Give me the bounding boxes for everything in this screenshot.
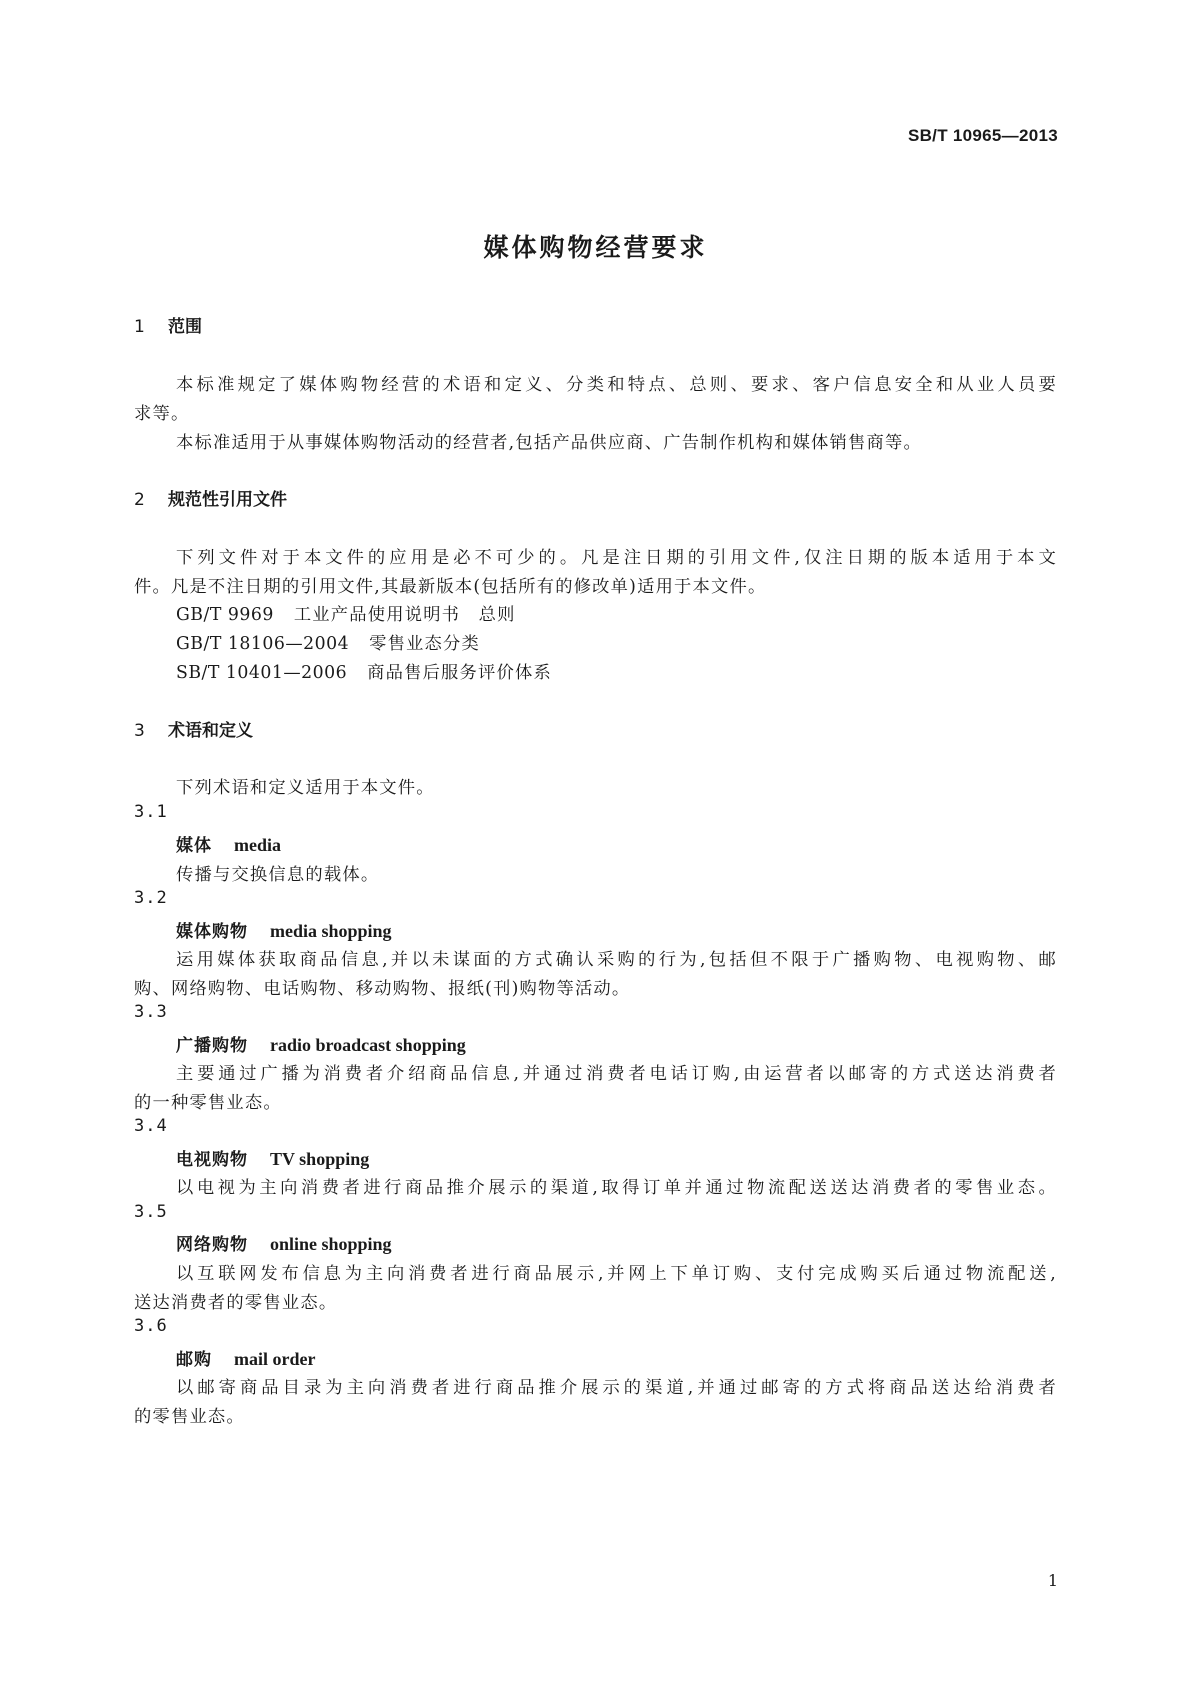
section-3-intro: 下列术语和定义适用于本文件。 <box>176 778 435 798</box>
term-heading <box>176 1230 392 1255</box>
term-definition-line2: 的一种零售业态。 <box>134 1093 282 1113</box>
section-1-para2: 本标准适用于从事媒体购物活动的经营者,包括产品供应商、广告制作机构和媒体销售商等。 <box>176 433 922 453</box>
section-2-para1-line2: 件。凡是不注日期的引用文件,其最新版本(包括所有的修改单)适用于本文件。 <box>134 577 767 597</box>
section-number: 2 <box>134 490 145 510</box>
section-1-para1-line2: 求等。 <box>134 404 190 424</box>
section-1-para1-line1: 本标准规定了媒体购物经营的术语和定义、分类和特点、总则、要求、客户信息安全和从业人员要 <box>176 375 1057 395</box>
term-zh: 电视购物 <box>176 1150 248 1170</box>
term-definition-line2: 的零售业态。 <box>134 1407 245 1427</box>
section-title: 范围 <box>168 317 202 337</box>
section-number: 3 <box>134 721 145 741</box>
term-zh: 媒体购物 <box>176 922 248 942</box>
reference-item <box>176 600 516 625</box>
section-2-heading <box>134 485 287 510</box>
term-definition: 以电视为主向消费者进行商品推介展示的渠道,取得订单并通过物流配送送达消费者的零售业态。 <box>176 1178 1057 1198</box>
section-title: 规范性引用文件 <box>168 490 287 510</box>
term-number: 3.2 <box>134 888 168 908</box>
term-heading <box>176 917 392 942</box>
reference-title: 工业产品使用说明书 总则 <box>293 605 516 625</box>
term-heading <box>176 1031 466 1056</box>
section-3-heading <box>134 716 253 741</box>
term-en: radio broadcast shopping <box>270 1035 466 1055</box>
term-definition-line1: 主要通过广播为消费者介绍商品信息,并通过消费者电话订购,由运营者以邮寄的方式送达消费者 <box>176 1064 1057 1084</box>
term-definition-line2: 购、网络购物、电话购物、移动购物、报纸(刊)购物等活动。 <box>134 979 631 999</box>
reference-code: GB/T 18106—2004 <box>176 634 350 654</box>
section-number: 1 <box>134 317 145 337</box>
term-en: media shopping <box>270 921 392 941</box>
document-title: 媒体购物经营要求 <box>483 233 708 262</box>
term-definition-line1: 以邮寄商品目录为主向消费者进行商品推介展示的渠道,并通过邮寄的方式将商品送达给消费者 <box>176 1378 1057 1398</box>
reference-code: GB/T 9969 <box>176 605 274 625</box>
page-number: 1 <box>1047 1571 1058 1590</box>
section-title: 术语和定义 <box>168 721 253 741</box>
reference-title: 商品售后服务评价体系 <box>367 663 552 683</box>
standard-code: SB/T 10965—2013 <box>907 126 1058 145</box>
term-number: 3.3 <box>134 1002 168 1022</box>
term-definition: 传播与交换信息的载体。 <box>176 865 380 885</box>
term-definition-line1: 以互联网发布信息为主向消费者进行商品展示,并网上下单订购、支付完成购买后通过物流配送, <box>176 1264 1057 1284</box>
term-definition-line2: 送达消费者的零售业态。 <box>134 1293 338 1313</box>
term-en: TV shopping <box>270 1149 370 1169</box>
reference-title: 零售业态分类 <box>369 634 480 654</box>
section-2-para1-line1: 下列文件对于本文件的应用是必不可少的。凡是注日期的引用文件,仅注日期的版本适用于本文 <box>176 548 1057 568</box>
term-zh: 媒体 <box>176 836 212 856</box>
reference-code: SB/T 10401—2006 <box>176 663 348 683</box>
term-zh: 广播购物 <box>176 1036 248 1056</box>
term-heading <box>176 831 281 856</box>
term-en: mail order <box>234 1349 316 1369</box>
term-zh: 邮购 <box>176 1350 212 1370</box>
term-heading <box>176 1345 315 1370</box>
term-number: 3.4 <box>134 1116 168 1136</box>
term-definition-line1: 运用媒体获取商品信息,并以未谋面的方式确认采购的行为,包括但不限于广播购物、电视购物、邮 <box>176 950 1057 970</box>
reference-item <box>176 629 480 654</box>
section-1-heading <box>134 312 202 337</box>
reference-item <box>176 658 552 683</box>
term-number: 3.6 <box>134 1316 168 1336</box>
term-en: online shopping <box>270 1234 392 1254</box>
term-heading <box>176 1145 369 1170</box>
term-number: 3.1 <box>134 802 168 822</box>
term-number: 3.5 <box>134 1202 168 1222</box>
term-en: media <box>234 835 281 855</box>
term-zh: 网络购物 <box>176 1235 248 1255</box>
